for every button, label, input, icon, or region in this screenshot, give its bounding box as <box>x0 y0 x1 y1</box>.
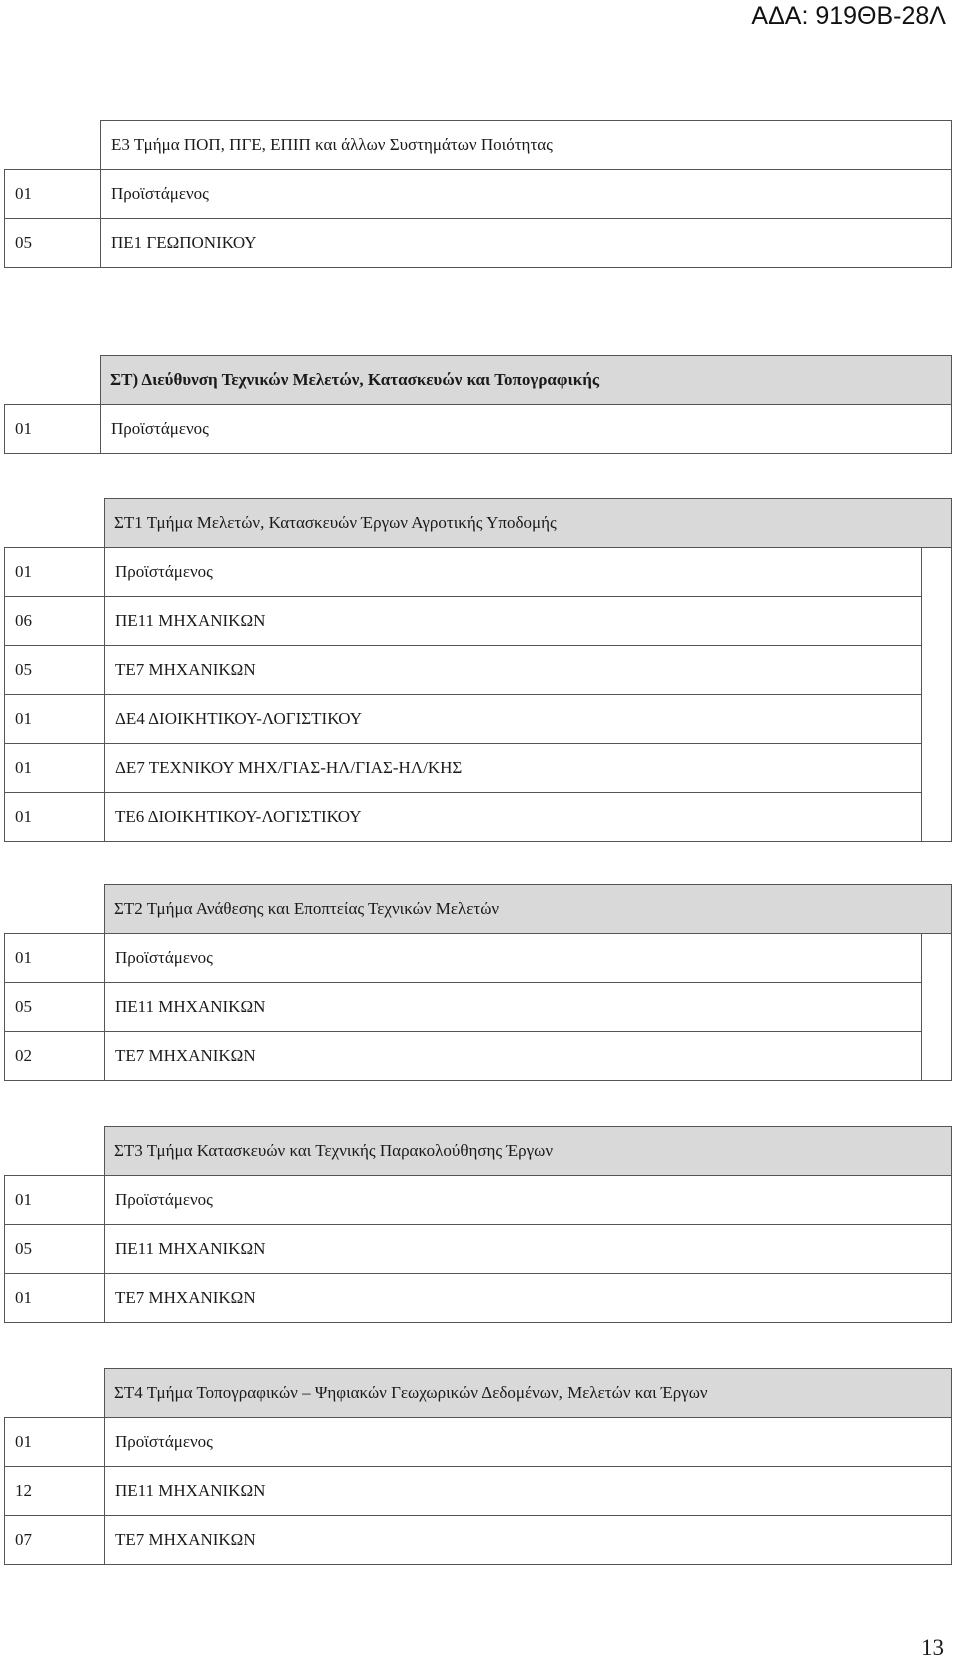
position-cell: ΠΕ11 ΜΗΧΑΝΙΚΩΝ <box>105 1225 952 1274</box>
section-st-table <box>4 355 952 454</box>
section-title: ΣΤ1 Τμήμα Μελετών, Κατασκευών Έργων Αγροτικής Υποδομής <box>105 499 952 548</box>
count-cell: 01 <box>5 695 105 744</box>
section-st2-table <box>4 884 952 1081</box>
position-cell: ΔΕ4 ΔΙΟΙΚΗΤΙΚΟΥ-ΛΟΓΙΣΤΙΚΟΥ <box>105 695 922 744</box>
position-cell: ΔΕ7 ΤΕΧΝΙΚΟΥ ΜΗΧ/ΓΙΑΣ-ΗΛ/ΓΙΑΣ-ΗΛ/ΚΗΣ <box>105 744 922 793</box>
position-cell: ΤΕ7 ΜΗΧΑΝΙΚΩΝ <box>105 1032 922 1081</box>
table-row <box>5 1516 952 1565</box>
position-cell: ΤΕ6 ΔΙΟΙΚΗΤΙΚΟΥ-ΛΟΓΙΣΤΙΚΟΥ <box>105 793 922 842</box>
section-header-row <box>5 499 952 548</box>
table-row <box>5 170 952 219</box>
section-header-row <box>5 121 952 170</box>
count-cell: 05 <box>5 646 105 695</box>
table-row <box>5 983 952 1032</box>
count-cell: 01 <box>5 405 101 454</box>
table-row <box>5 1176 952 1225</box>
count-cell: 01 <box>5 1176 105 1225</box>
count-cell: 01 <box>5 548 105 597</box>
section-title: ΣΤ) Διεύθυνση Τεχνικών Μελετών, Κατασκευών και Τοπογραφικής <box>101 356 952 405</box>
count-cell: 01 <box>5 170 101 219</box>
section-header-row <box>5 1127 952 1176</box>
table-row <box>5 1032 952 1081</box>
table-row <box>5 405 952 454</box>
position-cell: Προϊστάμενος <box>101 405 952 454</box>
position-cell: ΤΕ7 ΜΗΧΑΝΙΚΩΝ <box>105 1516 952 1565</box>
position-cell: ΤΕ7 ΜΗΧΑΝΙΚΩΝ <box>105 1274 952 1323</box>
section-title: ΣΤ2 Τμήμα Ανάθεσης και Εποπτείας Τεχνικών Μελετών <box>105 885 952 934</box>
section-header-row <box>5 356 952 405</box>
table-row <box>5 597 952 646</box>
page-number: 13 <box>921 1635 944 1660</box>
count-cell: 01 <box>5 744 105 793</box>
table-row <box>5 1225 952 1274</box>
position-cell: Προϊστάμενος <box>105 1418 952 1467</box>
section-st1-table <box>4 498 952 842</box>
count-cell: 05 <box>5 983 105 1032</box>
position-cell: ΠΕ1 ΓΕΩΠΟΝΙΚΟΥ <box>101 219 952 268</box>
count-cell: 05 <box>5 1225 105 1274</box>
count-cell: 12 <box>5 1467 105 1516</box>
count-cell: 01 <box>5 793 105 842</box>
position-cell: ΠΕ11 ΜΗΧΑΝΙΚΩΝ <box>105 1467 952 1516</box>
table-row <box>5 744 952 793</box>
section-title: Ε3 Τμήμα ΠΟΠ, ΠΓΕ, ΕΠΙΠ και άλλων Συστημάτων Ποιότητας <box>101 121 952 170</box>
position-cell: Προϊστάμενος <box>101 170 952 219</box>
table-row <box>5 695 952 744</box>
section-header-row <box>5 1369 952 1418</box>
count-cell: 01 <box>5 1418 105 1467</box>
count-cell: 06 <box>5 597 105 646</box>
count-cell: 01 <box>5 1274 105 1323</box>
position-cell: Προϊστάμενος <box>105 934 922 983</box>
section-st4-table <box>4 1368 952 1565</box>
position-cell: ΤΕ7 ΜΗΧΑΝΙΚΩΝ <box>105 646 922 695</box>
position-cell: Προϊστάμενος <box>105 1176 952 1225</box>
table-row <box>5 1467 952 1516</box>
section-title: ΣΤ4 Τμήμα Τοπογραφικών – Ψηφιακών Γεωχωρικών Δεδομένων, Μελετών και Έργων <box>105 1369 952 1418</box>
section-st3-table <box>4 1126 952 1323</box>
table-row <box>5 793 952 842</box>
position-cell: ΠΕ11 ΜΗΧΑΝΙΚΩΝ <box>105 983 922 1032</box>
section-e3-table <box>4 120 952 268</box>
ada-code: ΑΔΑ: 919ΘΒ-28Λ <box>751 2 946 30</box>
table-row <box>5 548 952 597</box>
position-cell: Προϊστάμενος <box>105 548 922 597</box>
count-cell: 02 <box>5 1032 105 1081</box>
count-cell: 05 <box>5 219 101 268</box>
section-header-row <box>5 885 952 934</box>
section-title: ΣΤ3 Τμήμα Κατασκευών και Τεχνικής Παρακολούθησης Έργων <box>105 1127 952 1176</box>
table-row <box>5 934 952 983</box>
table-row <box>5 1418 952 1467</box>
table-row <box>5 1274 952 1323</box>
table-row <box>5 646 952 695</box>
position-cell: ΠΕ11 ΜΗΧΑΝΙΚΩΝ <box>105 597 922 646</box>
count-cell: 07 <box>5 1516 105 1565</box>
count-cell: 01 <box>5 934 105 983</box>
table-row <box>5 219 952 268</box>
